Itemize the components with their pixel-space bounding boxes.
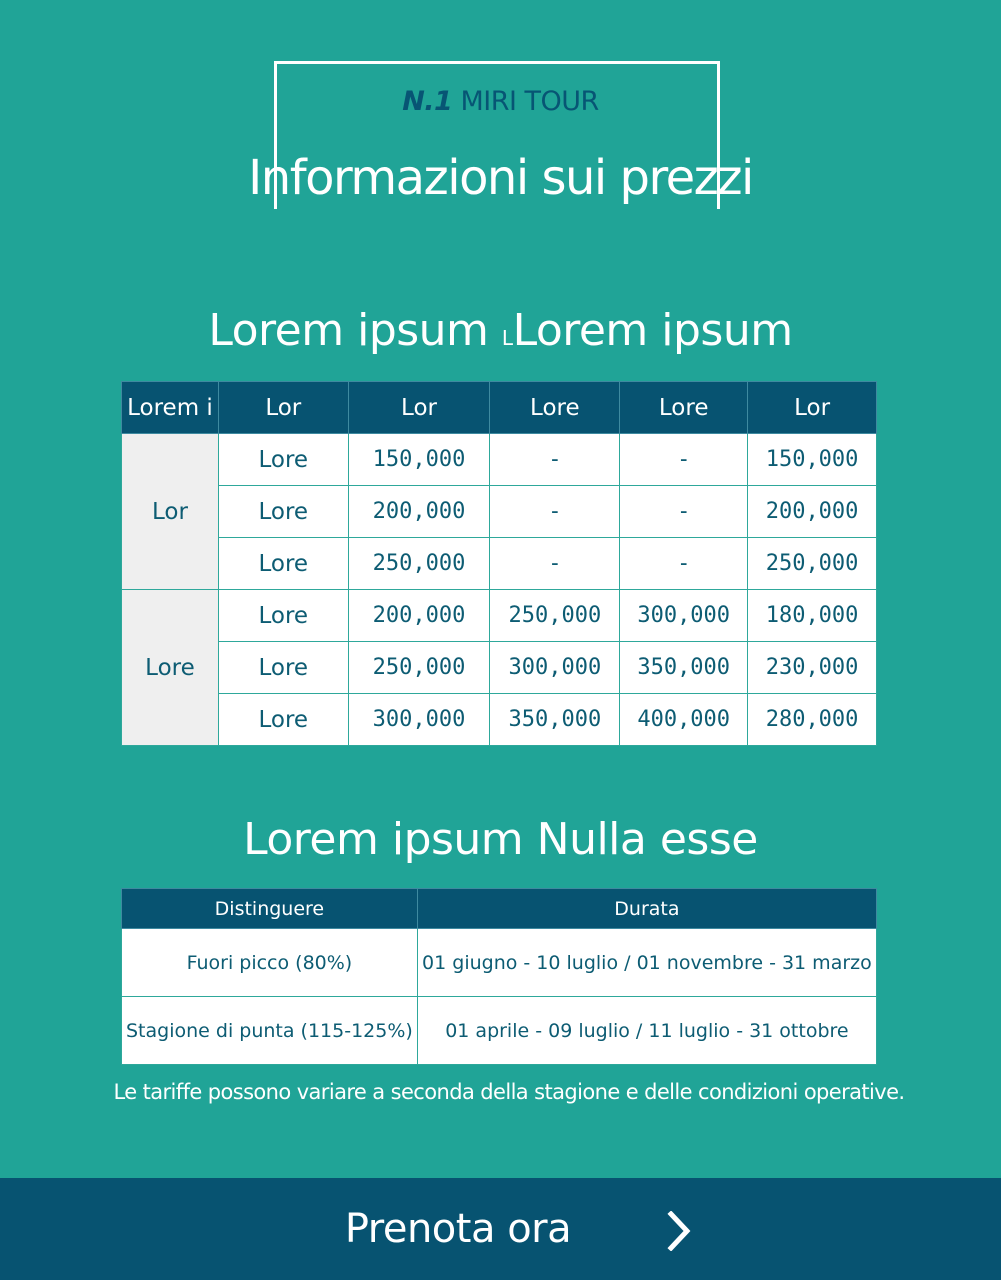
price-cell: 250,000 [348, 642, 490, 694]
price-cell: 280,000 [748, 694, 877, 746]
row-label: Lore [218, 642, 348, 694]
season-label: Stagione di punta (115-125%) [122, 997, 418, 1065]
column-header: Lore [490, 382, 620, 434]
table-row [122, 694, 877, 746]
price-table [121, 381, 877, 746]
price-cell: 400,000 [620, 694, 748, 746]
price-cell: 200,000 [348, 486, 490, 538]
brand-prefix: N.1 [402, 86, 453, 117]
season-period: 01 giugno - 10 luglio / 01 novembre - 31 marzo [417, 929, 876, 997]
table-row [122, 642, 877, 694]
price-cell: - [620, 434, 748, 486]
price-cell: 300,000 [490, 642, 620, 694]
price-cell: 180,000 [748, 590, 877, 642]
column-header: Lor [218, 382, 348, 434]
table-row [122, 434, 877, 486]
table-row [122, 929, 877, 997]
price-cell: 350,000 [490, 694, 620, 746]
price-cell: 200,000 [748, 486, 877, 538]
price-cell: 300,000 [620, 590, 748, 642]
price-cell: 150,000 [348, 434, 490, 486]
price-cell: - [490, 434, 620, 486]
table-header-row [122, 382, 877, 434]
price-cell: 150,000 [748, 434, 877, 486]
brand-name: MIRI TOUR [460, 86, 599, 117]
row-label: Lore [218, 434, 348, 486]
season-section-title: Lorem ipsum Nulla esse [243, 814, 758, 865]
price-cell: - [620, 486, 748, 538]
price-cell: 230,000 [748, 642, 877, 694]
price-cell: 350,000 [620, 642, 748, 694]
row-label: Lore [218, 694, 348, 746]
row-label: Lore [218, 538, 348, 590]
column-header: Lor [348, 382, 490, 434]
pricing-note: Le tariffe possono variare a seconda della stagione e delle condizioni operative. [113, 1080, 905, 1104]
book-now-button[interactable] [0, 1178, 1001, 1280]
column-header: Lore [620, 382, 748, 434]
column-header: Distinguere [122, 889, 418, 929]
chevron-right-icon [666, 1211, 692, 1251]
price-cell: 250,000 [490, 590, 620, 642]
price-title-small: L [501, 326, 513, 350]
season-label: Fuori picco (80%) [122, 929, 418, 997]
price-cell: - [490, 538, 620, 590]
column-header: Durata [417, 889, 876, 929]
price-cell: - [620, 538, 748, 590]
page-title: Informazioni sui prezzi [248, 150, 753, 206]
price-title-part-b: Lorem ipsum [512, 305, 793, 356]
season-table [121, 888, 877, 1065]
season-period: 01 aprile - 09 luglio / 11 luglio - 31 ottobre [417, 997, 876, 1065]
row-label: Lore [218, 590, 348, 642]
row-label: Lore [218, 486, 348, 538]
column-header: Lor [748, 382, 877, 434]
price-section-title [0, 303, 1001, 366]
price-cell: 300,000 [348, 694, 490, 746]
brand-logo [0, 86, 1001, 117]
table-row [122, 997, 877, 1065]
price-cell: 250,000 [748, 538, 877, 590]
price-cell: 200,000 [348, 590, 490, 642]
group-label: Lore [122, 590, 219, 746]
table-row [122, 538, 877, 590]
table-header-row [122, 889, 877, 929]
price-cell: 250,000 [348, 538, 490, 590]
table-row [122, 590, 877, 642]
price-title-part-a: Lorem ipsum [208, 305, 489, 356]
column-header: Lorem i [122, 382, 219, 434]
table-row [122, 486, 877, 538]
book-now-label: Prenota ora [344, 1206, 572, 1252]
price-cell: - [490, 486, 620, 538]
group-label: Lor [122, 434, 219, 590]
